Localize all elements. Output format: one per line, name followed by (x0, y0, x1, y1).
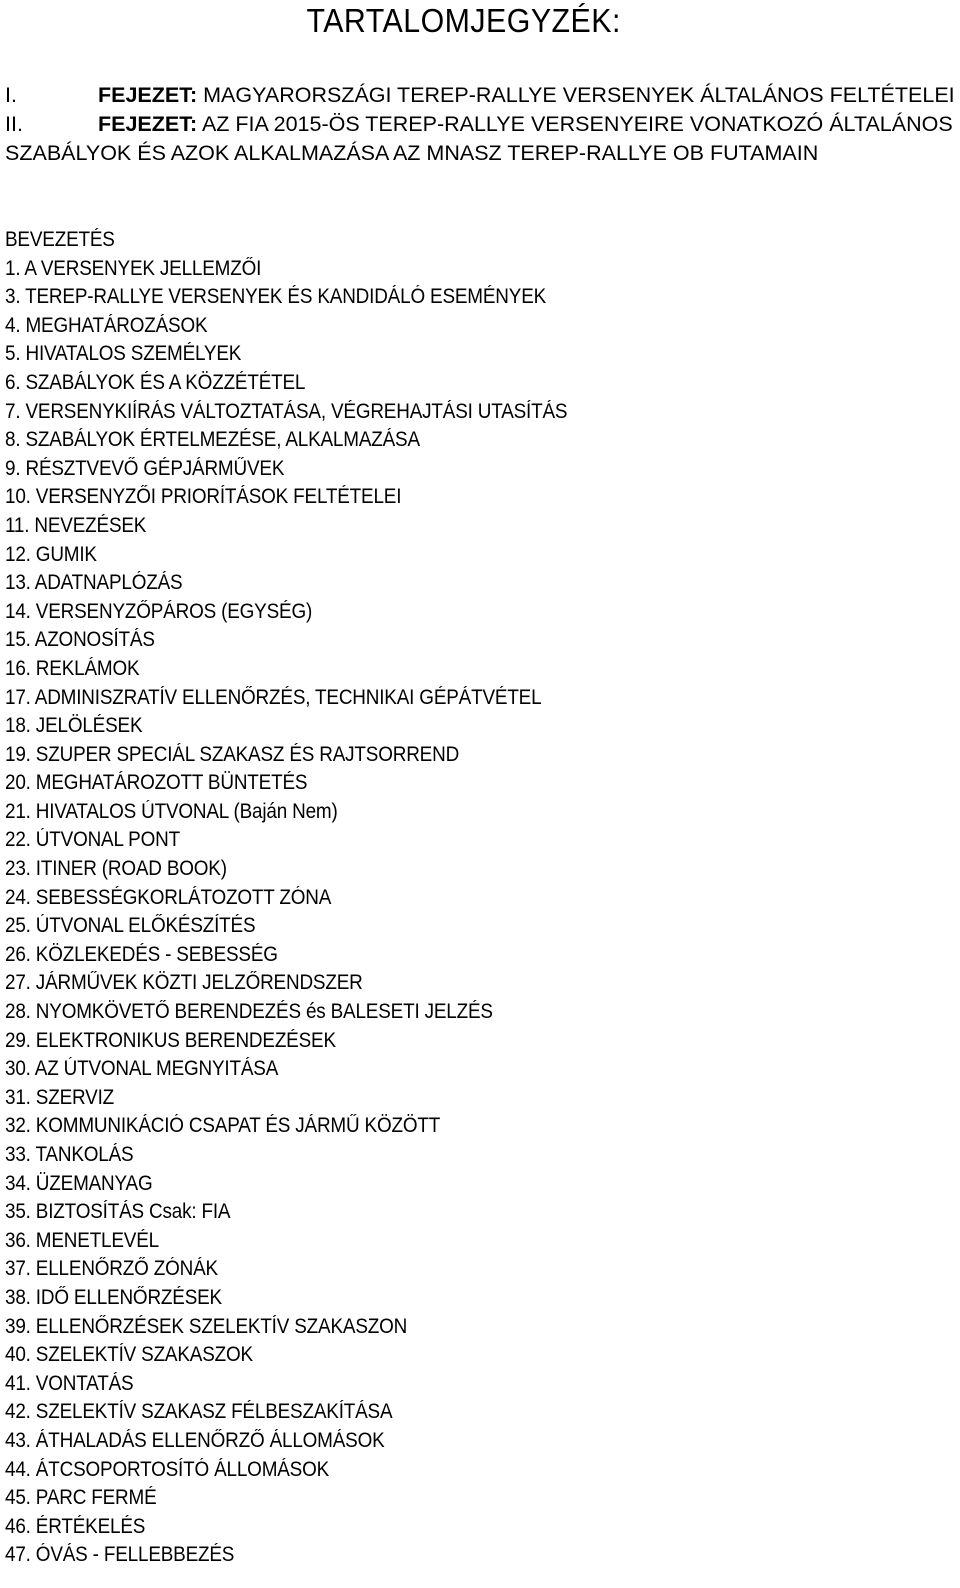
toc-item: 32. KOMMUNIKÁCIÓ CSAPAT ÉS JÁRMŰ KÖZÖTT (5, 1114, 441, 1138)
chapter-title: AZ FIA 2015-ÖS TEREP-RALLYE VERSENYEIRE VONATKOZÓ ÁLTALÁNOS SZABÁLYOK ÉS AZOK ALKALMAZÁSA AZ MNASZ TEREP-RALLYE OB FUTAMAIN (5, 112, 953, 165)
toc-item: 5. HIVATALOS SZEMÉLYEK (5, 342, 242, 366)
toc-item: 38. IDŐ ELLENŐRZÉSEK (5, 1285, 222, 1309)
toc-item: 30. AZ ÚTVONAL MEGNYITÁSA (5, 1057, 279, 1081)
toc-item: 46. ÉRTÉKELÉS (5, 1514, 146, 1538)
chapter-heading: FEJEZET: (98, 83, 198, 107)
toc-item: 21. HIVATALOS ÚTVONAL (Baján Nem) (5, 799, 338, 823)
toc-item: 13. ADATNAPLÓZÁS (5, 571, 183, 595)
toc-list (5, 226, 955, 1570)
chapter-heading: FEJEZET: (98, 112, 198, 136)
toc-item: 35. BIZTOSÍTÁS Csak: FIA (5, 1200, 231, 1224)
toc-item: 19. SZUPER SPECIÁL SZAKASZ ÉS RAJTSORREND (5, 742, 460, 766)
toc-item: 40. SZELEKTÍV SZAKASZOK (5, 1343, 253, 1367)
toc-item: 4. MEGHATÁROZÁSOK (5, 313, 208, 337)
toc-item: 45. PARC FERMÉ (5, 1486, 157, 1510)
toc-item: 36. MENETLEVÉL (5, 1228, 159, 1252)
toc-item: 26. KÖZLEKEDÉS - SEBESSÉG (5, 942, 278, 966)
toc-item: 25. ÚTVONAL ELŐKÉSZÍTÉS (5, 914, 256, 938)
toc-item: 16. REKLÁMOK (5, 656, 140, 680)
chapter-list (5, 81, 955, 168)
toc-item: BEVEZETÉS (5, 228, 115, 251)
toc-item: 7. VERSENYKIÍRÁS VÁLTOZTATÁSA, VÉGREHAJTÁSI UTASÍTÁS (5, 399, 568, 423)
toc-item: 14. VERSENYZŐPÁROS (EGYSÉG) (5, 599, 313, 623)
toc-item: 39. ELLENŐRZÉSEK SZELEKTÍV SZAKASZON (5, 1314, 408, 1338)
toc-item: 24. SEBESSÉGKORLÁTOZOTT ZÓNA (5, 885, 332, 909)
toc-item: 34. ÜZEMANYAG (5, 1171, 153, 1195)
toc-item: 8. SZABÁLYOK ÉRTELMEZÉSE, ALKALMAZÁSA (5, 428, 420, 452)
toc-item: 29. ELEKTRONIKUS BERENDEZÉSEK (5, 1028, 336, 1052)
toc-item: 44. ÁTCSOPORTOSÍTÓ ÁLLOMÁSOK (5, 1457, 330, 1481)
toc-item: 12. GUMIK (5, 542, 97, 566)
chapter-title: MAGYARORSZÁGI TEREP-RALLYE VERSENYEK ÁLTALÁNOS FELTÉTELEI (197, 83, 955, 107)
toc-item: 23. ITINER (ROAD BOOK) (5, 857, 227, 881)
toc-item: 1. A VERSENYEK JELLEMZŐI (5, 256, 262, 280)
toc-item: 6. SZABÁLYOK ÉS A KÖZZÉTÉTEL (5, 370, 306, 394)
toc-item: 15. AZONOSÍTÁS (5, 628, 155, 652)
chapter-number: I. (5, 83, 17, 107)
toc-item: 37. ELLENŐRZŐ ZÓNÁK (5, 1257, 218, 1281)
chapter-entry (5, 81, 955, 110)
toc-item: 33. TANKOLÁS (5, 1143, 134, 1166)
toc-item: 11. NEVEZÉSEK (5, 513, 147, 537)
toc-item: 41. VONTATÁS (5, 1371, 134, 1395)
toc-item: 9. RÉSZTVEVŐ GÉPJÁRMŰVEK (5, 456, 285, 480)
toc-item: 47. ÓVÁS - FELLEBBEZÉS (5, 1543, 235, 1567)
toc-item: 27. JÁRMŰVEK KÖZTI JELZŐRENDSZER (5, 971, 363, 995)
toc-item: 31. SZERVIZ (5, 1085, 115, 1109)
chapter-entry (5, 110, 955, 168)
toc-item: 43. ÁTHALADÁS ELLENŐRZŐ ÁLLOMÁSOK (5, 1428, 385, 1452)
toc-item: 28. NYOMKÖVETŐ BERENDEZÉS és BALESETI JELZÉS (5, 1000, 493, 1024)
toc-item: 42. SZELEKTÍV SZAKASZ FÉLBESZAKÍTÁSA (5, 1400, 393, 1424)
toc-item: 18. JELÖLÉSEK (5, 714, 143, 738)
toc-item: 22. ÚTVONAL PONT (5, 828, 180, 852)
chapter-number: II. (5, 112, 23, 136)
toc-item: 17. ADMINISZRATÍV ELLENŐRZÉS, TECHNIKAI GÉPÁTVÉTEL (5, 685, 542, 709)
toc-item: 3. TEREP-RALLYE VERSENYEK ÉS KANDIDÁLÓ ESEMÉNYEK (5, 285, 547, 309)
toc-item: 10. VERSENYZŐI PRIORÍTÁSOK FELTÉTELEI (5, 485, 402, 509)
toc-item: 20. MEGHATÁROZOTT BÜNTETÉS (5, 771, 308, 795)
page-title: TARTALOMJEGYZÉK: (306, 2, 621, 39)
